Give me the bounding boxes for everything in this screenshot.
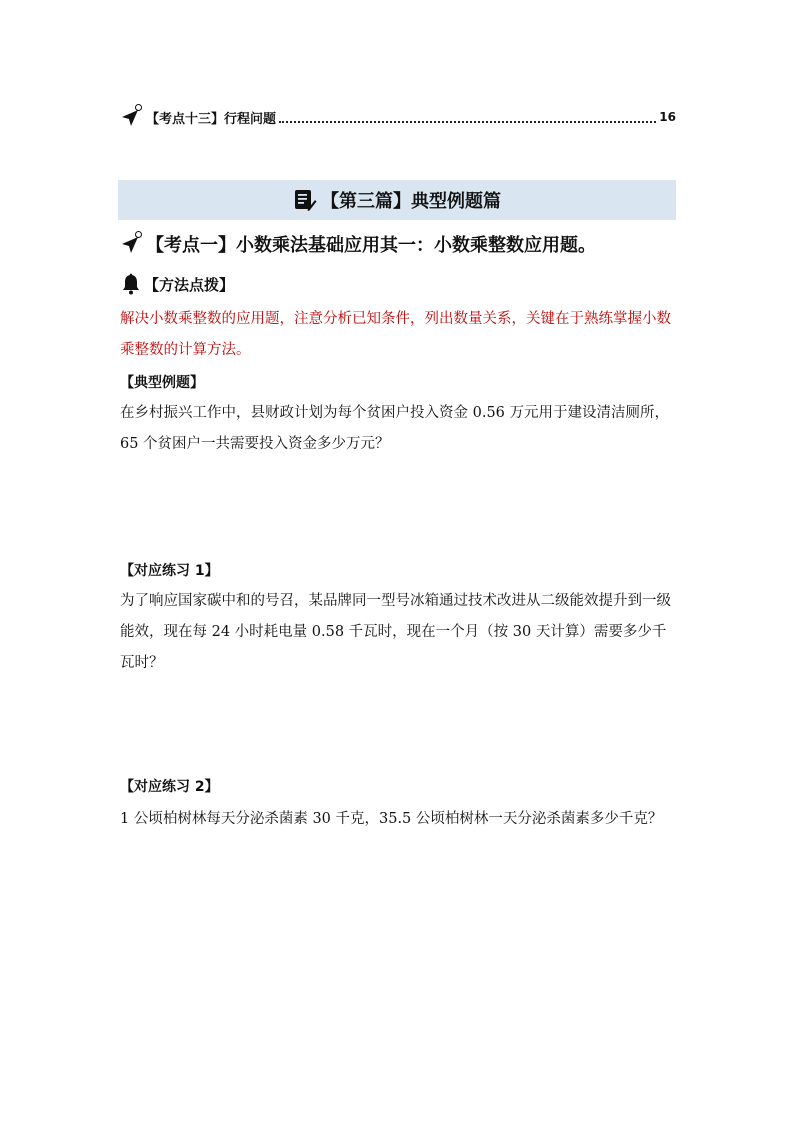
toc-page-number: 16 [659, 110, 676, 124]
method-heading-text: 【方法点拨】 [144, 275, 235, 294]
method-text: 解决小数乘整数的应用题，注意分析已知条件，列出数量关系，关键在于熟练掌握小数乘整数的计算方法。 [120, 311, 671, 358]
method-heading [120, 272, 234, 296]
section-title: 【考点一】小数乘法基础应用其一：小数乘整数应用题。 [146, 235, 596, 256]
bell-icon [120, 273, 142, 295]
example-text: 在乡村振兴工作中，县财政计划为每个贫困户投入资金 0.56 万元用于建设清洁厕所，65 个贫困户一共需要投入资金多少万元？ [120, 405, 670, 452]
example-heading: 【典型例题】 [120, 375, 204, 391]
toc-entry[interactable] [120, 106, 676, 128]
banner-title: 【第三篇】典型例题篇 [321, 191, 501, 212]
toc-leader-dots [279, 111, 656, 123]
practice2-text: 1 公顷柏树林每天分泌杀菌素 30 千克，35.5 公顷柏树林一天分泌杀菌素多少千克？ [120, 811, 663, 827]
practice2-heading: 【对应练习 2】 [120, 779, 219, 795]
note-edit-icon [293, 188, 317, 212]
toc-label: 【考点十三】行程问题 [146, 111, 277, 127]
navigation-arrow-icon [120, 106, 142, 128]
navigation-arrow-icon [120, 233, 142, 255]
practice1-text: 为了响应国家碳中和的号召，某品牌同一型号冰箱通过技术改进从二级能效提升到一级能效，现在每 24 小时耗电量 0.58 千瓦时，现在一个月（按 30 天计算）需要多少千瓦时？ [120, 593, 671, 671]
section-banner [118, 180, 676, 220]
practice1-heading: 【对应练习 1】 [120, 563, 219, 579]
section-heading [120, 230, 596, 258]
